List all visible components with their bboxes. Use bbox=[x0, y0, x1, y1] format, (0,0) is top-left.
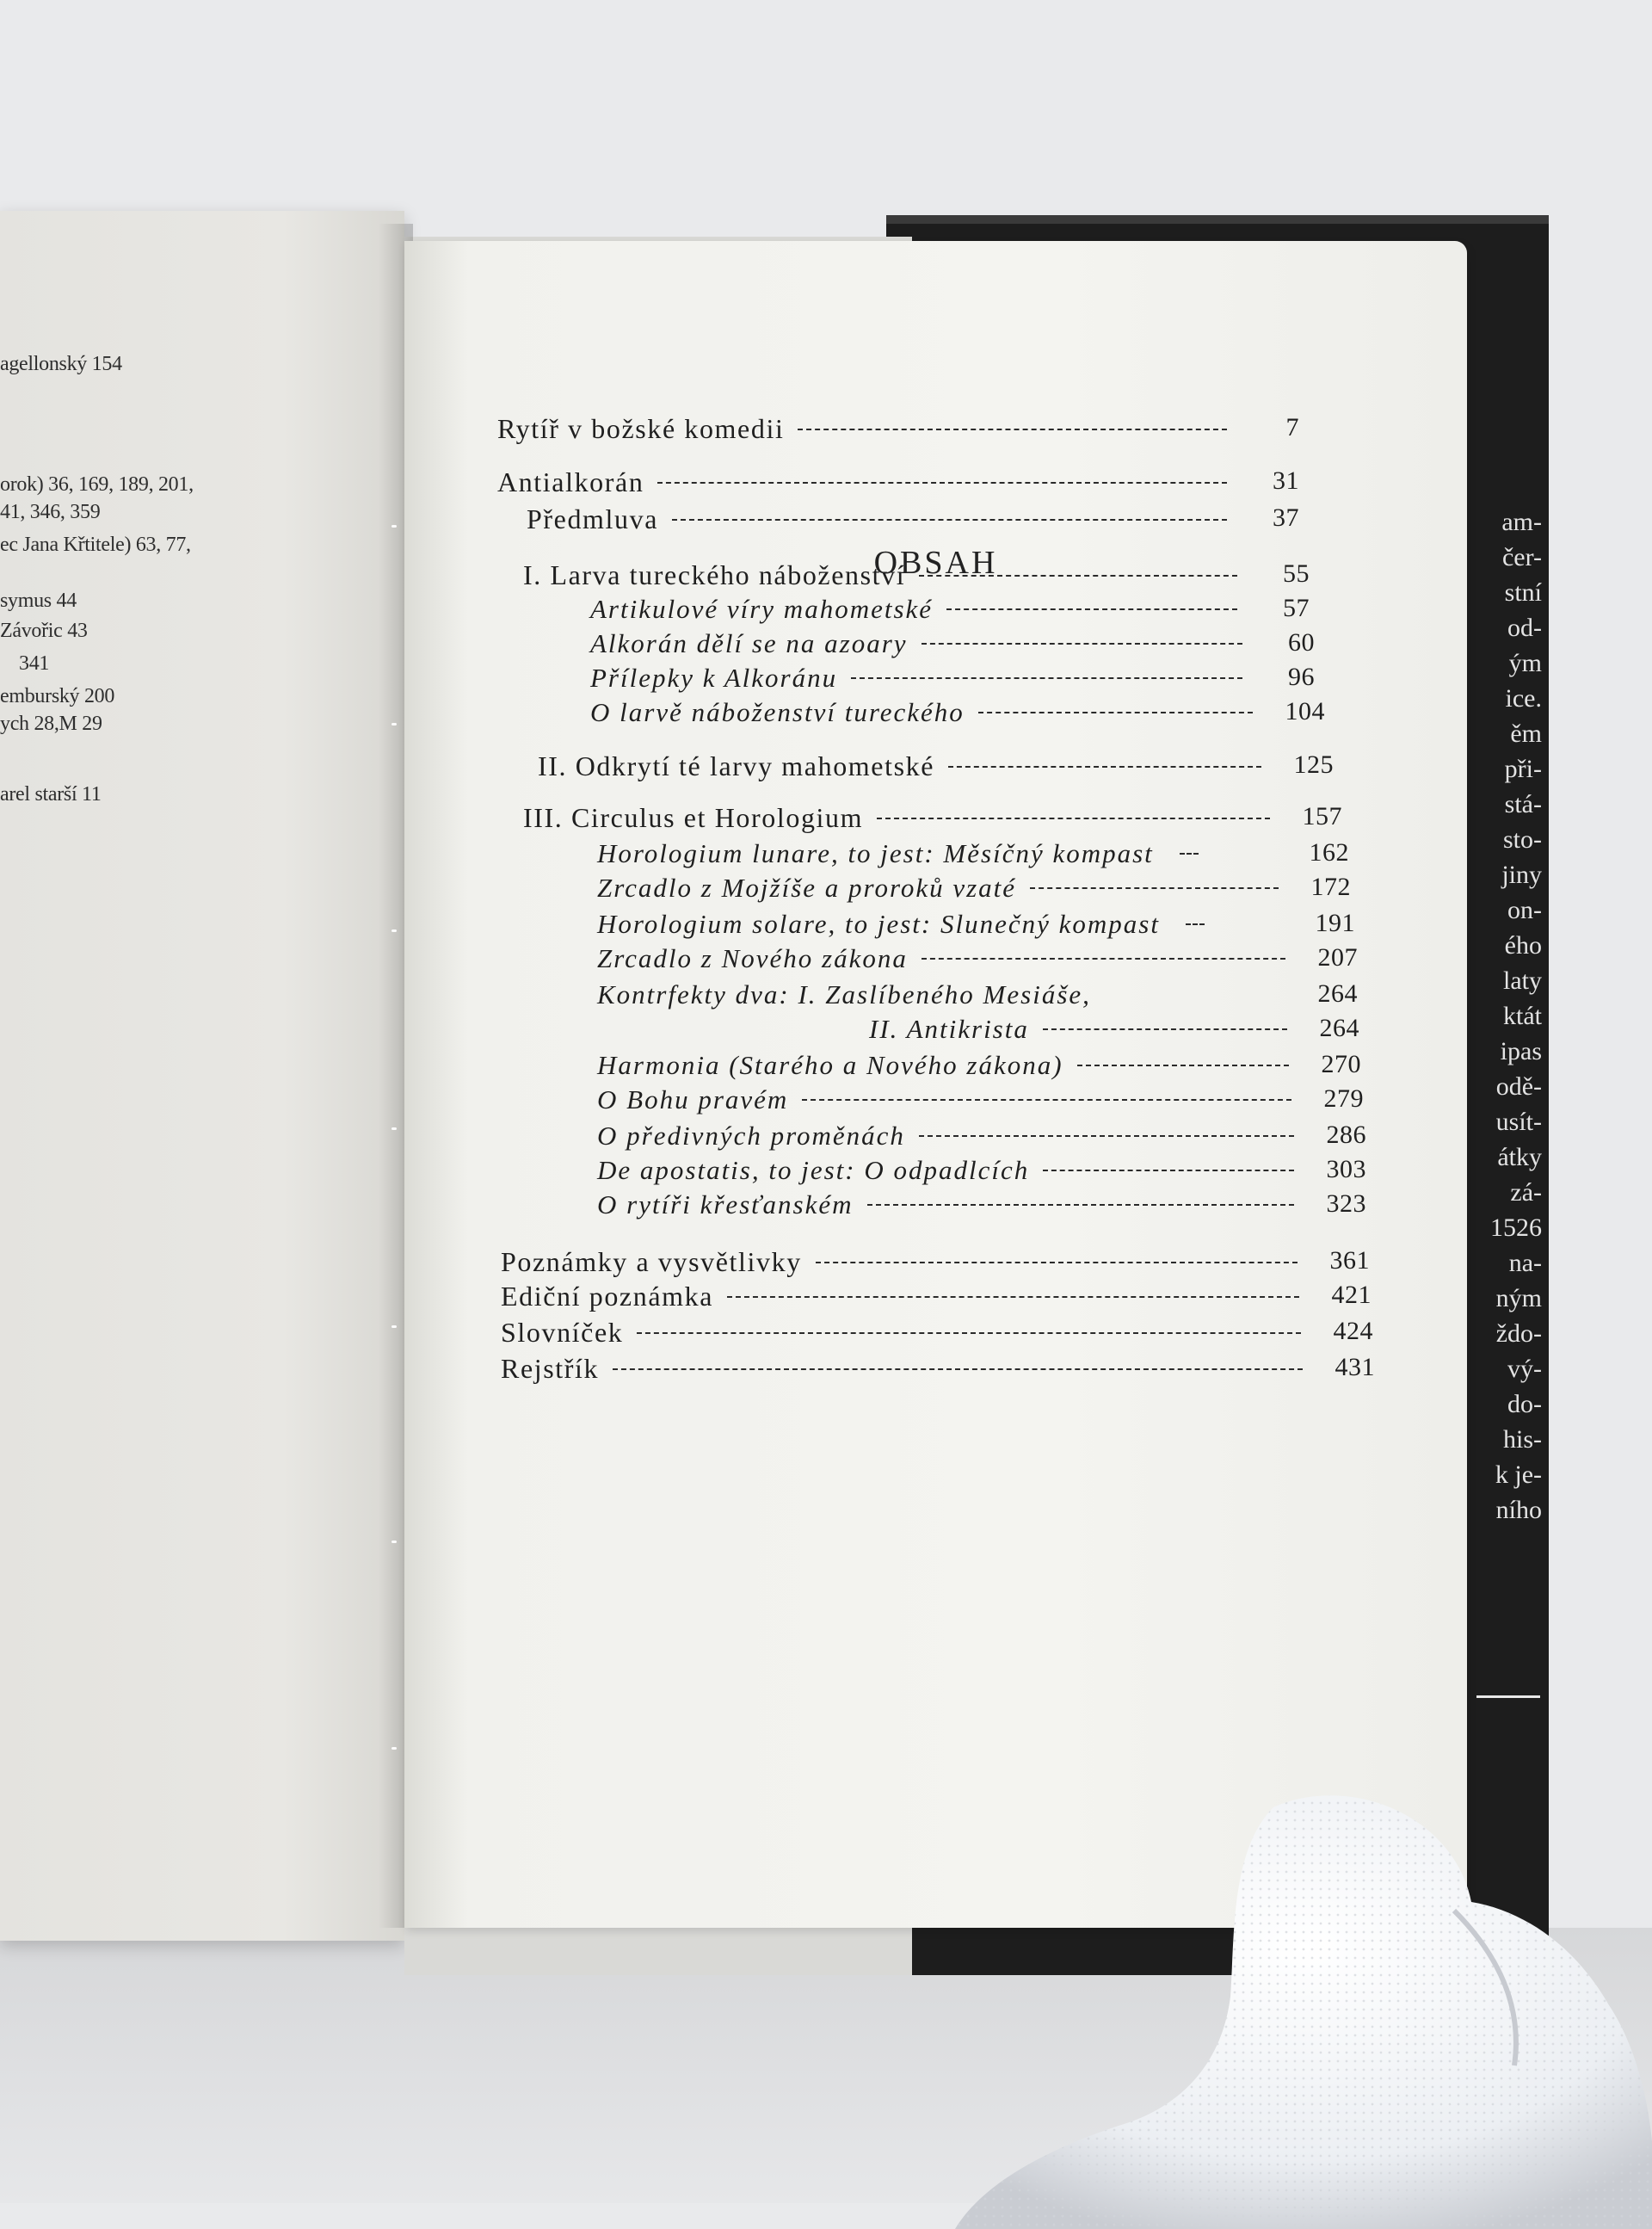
toc-entry bbox=[597, 979, 1358, 1010]
toc-entry-page: 286 bbox=[1326, 1121, 1366, 1149]
toc-entry-title: O rytíři křesťanském bbox=[597, 1189, 854, 1219]
jacket-flap-line: sto- bbox=[1503, 825, 1542, 854]
toc-entry-page: 207 bbox=[1317, 943, 1358, 972]
toc-entry-title: Horologium lunare, to jest: Měsíčný kompast bbox=[597, 838, 1154, 868]
toc-entry bbox=[597, 1084, 1364, 1115]
toc-entry-page: 191 bbox=[1315, 909, 1355, 937]
toc-leader-dash bbox=[867, 1204, 1294, 1206]
toc-entry bbox=[597, 1121, 1366, 1152]
toc-leader-dash bbox=[1077, 1065, 1289, 1066]
jacket-flap-line: his- bbox=[1503, 1425, 1542, 1454]
jacket-flap-line: ktát bbox=[1503, 1002, 1542, 1030]
toc-entry-title: Rejstřík bbox=[501, 1353, 600, 1384]
toc-entry-page: 104 bbox=[1285, 697, 1325, 726]
toc-leader-dash bbox=[919, 575, 1237, 577]
toc-entry bbox=[497, 466, 1299, 498]
jacket-flap-line: laty bbox=[1503, 966, 1542, 995]
toc-entry bbox=[597, 943, 1358, 974]
jacket-flap-line: stá- bbox=[1504, 790, 1542, 818]
toc-entry-title: Zrcadlo z Nového zákona bbox=[597, 943, 908, 973]
jacket-flap-line: ným bbox=[1495, 1284, 1542, 1312]
jacket-flap-line: átky bbox=[1497, 1143, 1542, 1171]
jacket-flap-line: odě- bbox=[1495, 1072, 1542, 1101]
toc-entry-page: 96 bbox=[1288, 663, 1315, 691]
toc-entry-title: Předmluva bbox=[527, 503, 659, 534]
jacket-flap-line: zá- bbox=[1510, 1178, 1542, 1207]
toc-leader-dash bbox=[1030, 887, 1279, 889]
toc-entry-page: 125 bbox=[1293, 750, 1334, 779]
jacket-flap-line: k je- bbox=[1495, 1460, 1542, 1489]
toc-entry-title: Slovníček bbox=[501, 1317, 624, 1348]
stitch bbox=[391, 1747, 397, 1750]
toc-leader-dash bbox=[1186, 923, 1205, 925]
toc-leader-dash bbox=[816, 1262, 1298, 1263]
jacket-flap-line: stní bbox=[1504, 578, 1542, 607]
toc-entry-page: 60 bbox=[1288, 628, 1315, 657]
toc-entry-page: 57 bbox=[1283, 594, 1310, 622]
toc-entry-title: De apostatis, to jest: O odpadlcích bbox=[597, 1155, 1030, 1185]
toc-entry-title: II. Antikrista bbox=[869, 1014, 1029, 1044]
toc-leader-dash bbox=[657, 482, 1227, 484]
toc-entry-title: Kontrfekty dva: I. Zaslíbeného Mesiáše, bbox=[597, 979, 1091, 1010]
stitch bbox=[391, 1541, 397, 1543]
index-line: symus 44 bbox=[0, 590, 77, 612]
jacket-flap-line: jiny bbox=[1501, 861, 1542, 889]
jacket-flap-line: při- bbox=[1504, 755, 1542, 783]
toc-entry bbox=[597, 1155, 1366, 1186]
toc-entry-title: O larvě náboženství tureckého bbox=[590, 697, 965, 727]
index-line: arel starší 11 bbox=[0, 783, 102, 806]
jacket-flap-line: ého bbox=[1504, 931, 1542, 960]
index-line: Závořic 43 bbox=[0, 620, 88, 642]
jacket-flap-line: am- bbox=[1501, 508, 1542, 536]
jacket-edge bbox=[886, 215, 1549, 224]
toc-entry-title: Zrcadlo z Mojžíše a proroků vzaté bbox=[597, 873, 1017, 903]
toc-leader-dash bbox=[948, 766, 1261, 768]
index-line: 41, 346, 359 bbox=[0, 501, 101, 523]
toc-entry-title: III. Circulus et Horologium bbox=[523, 802, 864, 833]
toc-entry-page: 172 bbox=[1310, 873, 1351, 901]
toc-entry bbox=[597, 1050, 1361, 1081]
toc-entry bbox=[590, 628, 1315, 659]
toc-entry-page: 323 bbox=[1326, 1189, 1366, 1218]
index-line: 341 bbox=[19, 652, 50, 675]
toc-entry-title: Přílepky k Alkoránu bbox=[590, 663, 838, 693]
jacket-flap-line: ým bbox=[1508, 649, 1542, 677]
toc-leader-dash bbox=[672, 519, 1227, 521]
toc-entry-page: 270 bbox=[1321, 1050, 1361, 1078]
toc-entry-title: Artikulové víry mahometské bbox=[590, 594, 934, 624]
toc-entry bbox=[497, 413, 1299, 445]
jacket-flap-line: vý- bbox=[1507, 1355, 1542, 1383]
toc-entry bbox=[597, 873, 1351, 904]
toc-entry-page: 431 bbox=[1335, 1353, 1375, 1381]
toc-entry-title: Rytíř v božské komedii bbox=[497, 413, 785, 444]
toc-entry bbox=[590, 663, 1315, 694]
toc-entry-page: 421 bbox=[1331, 1281, 1372, 1309]
toc-entry-title: Harmonia (Starého a Nového zákona) bbox=[597, 1050, 1063, 1080]
toc-leader-dash bbox=[613, 1368, 1303, 1370]
toc-leader-dash bbox=[877, 818, 1270, 819]
toc-entry-title: Antialkorán bbox=[497, 466, 644, 497]
index-line: ec Jana Křtitele) 63, 77, bbox=[0, 534, 191, 556]
toc-entry-title: II. Odkrytí té larvy mahometské bbox=[538, 750, 935, 781]
stitch bbox=[391, 723, 397, 726]
toc-entry bbox=[590, 697, 1325, 728]
toc-entry bbox=[523, 559, 1310, 591]
toc-leader-dash bbox=[978, 712, 1253, 713]
toc-leader-dash bbox=[727, 1296, 1299, 1298]
toc-leader-dash bbox=[922, 958, 1285, 960]
toc-entry-page: 264 bbox=[1319, 1014, 1359, 1042]
toc-entry-page: 55 bbox=[1283, 559, 1310, 588]
jacket-flap-line: ního bbox=[1495, 1496, 1542, 1524]
toc-entry bbox=[869, 1014, 1359, 1045]
gloved-hand bbox=[869, 1781, 1652, 2229]
toc-leader-dash bbox=[637, 1332, 1301, 1334]
right-page bbox=[404, 241, 1467, 1928]
toc-entry bbox=[597, 838, 1349, 869]
toc-entry-page: 162 bbox=[1309, 838, 1349, 867]
jacket-flap-line: ěm bbox=[1510, 719, 1542, 748]
jacket-flap-line: 1526 bbox=[1490, 1213, 1542, 1242]
toc-entry-page: 7 bbox=[1285, 413, 1299, 441]
toc-entry-page: 157 bbox=[1302, 802, 1342, 830]
toc-heading: OBSAH bbox=[873, 545, 998, 581]
toc-entry bbox=[527, 503, 1299, 535]
stitch bbox=[391, 1127, 397, 1130]
toc-entry-page: 424 bbox=[1333, 1317, 1373, 1345]
toc-leader-dash bbox=[1043, 1170, 1294, 1171]
toc-entry-page: 37 bbox=[1273, 503, 1299, 532]
toc-entry-page: 303 bbox=[1326, 1155, 1366, 1183]
toc-entry bbox=[501, 1281, 1372, 1312]
toc-entry-page: 264 bbox=[1317, 979, 1358, 1008]
toc-entry-page: 279 bbox=[1323, 1084, 1364, 1113]
toc-entry bbox=[590, 594, 1310, 625]
jacket-flap-line: ice. bbox=[1505, 684, 1542, 713]
jacket-flap-line: usít- bbox=[1495, 1108, 1542, 1136]
index-line: agellonský 154 bbox=[0, 353, 122, 375]
toc-leader-dash bbox=[1043, 1028, 1287, 1030]
toc-leader-dash bbox=[946, 608, 1237, 610]
toc-entry-title: O předivných proměnách bbox=[597, 1121, 905, 1151]
toc-entry-title: Horologium solare, to jest: Slunečný kompast bbox=[597, 909, 1160, 939]
toc-entry-title: I. Larva tureckého náboženství bbox=[523, 559, 906, 590]
toc-leader-dash bbox=[919, 1135, 1294, 1137]
jacket-rule bbox=[1476, 1695, 1540, 1698]
jacket-flap-line: ždo- bbox=[1495, 1319, 1542, 1348]
jacket-flap-line: on- bbox=[1507, 896, 1542, 924]
toc-entry bbox=[501, 1246, 1370, 1278]
jacket-flap-line: od- bbox=[1507, 614, 1542, 642]
toc-entry bbox=[523, 802, 1342, 834]
jacket-flap-line: do- bbox=[1507, 1390, 1542, 1418]
toc-entry-title: Poznámky a vysvětlivky bbox=[501, 1246, 802, 1277]
toc-entry-title: Alkorán dělí se na azoary bbox=[590, 628, 908, 658]
toc-leader-dash bbox=[851, 677, 1242, 679]
toc-entry-page: 31 bbox=[1273, 466, 1299, 495]
jacket-flap-line: ipas bbox=[1500, 1037, 1542, 1065]
toc-entry bbox=[597, 1189, 1366, 1220]
toc-entry bbox=[501, 1353, 1375, 1385]
stitch bbox=[391, 929, 397, 932]
toc-entry-title: Ediční poznámka bbox=[501, 1281, 714, 1312]
index-line: ych 28,M 29 bbox=[0, 713, 102, 735]
toc-entry bbox=[501, 1317, 1373, 1349]
stitch bbox=[391, 1325, 397, 1328]
toc-leader-dash bbox=[922, 643, 1242, 645]
left-page bbox=[0, 211, 404, 1941]
toc-entry bbox=[597, 909, 1355, 940]
toc-entry-page: 361 bbox=[1329, 1246, 1370, 1275]
toc-leader-dash bbox=[1180, 853, 1199, 855]
jacket-flap-line: na- bbox=[1508, 1249, 1542, 1277]
toc-entry bbox=[538, 750, 1334, 782]
toc-leader-dash bbox=[798, 429, 1227, 430]
stitch bbox=[391, 525, 397, 528]
index-line: orok) 36, 169, 189, 201, bbox=[0, 473, 194, 496]
toc-entry-title: O Bohu pravém bbox=[597, 1084, 789, 1114]
index-line: emburský 200 bbox=[0, 685, 115, 707]
jacket-flap-line: čer- bbox=[1501, 543, 1542, 571]
toc-leader-dash bbox=[802, 1099, 1291, 1101]
